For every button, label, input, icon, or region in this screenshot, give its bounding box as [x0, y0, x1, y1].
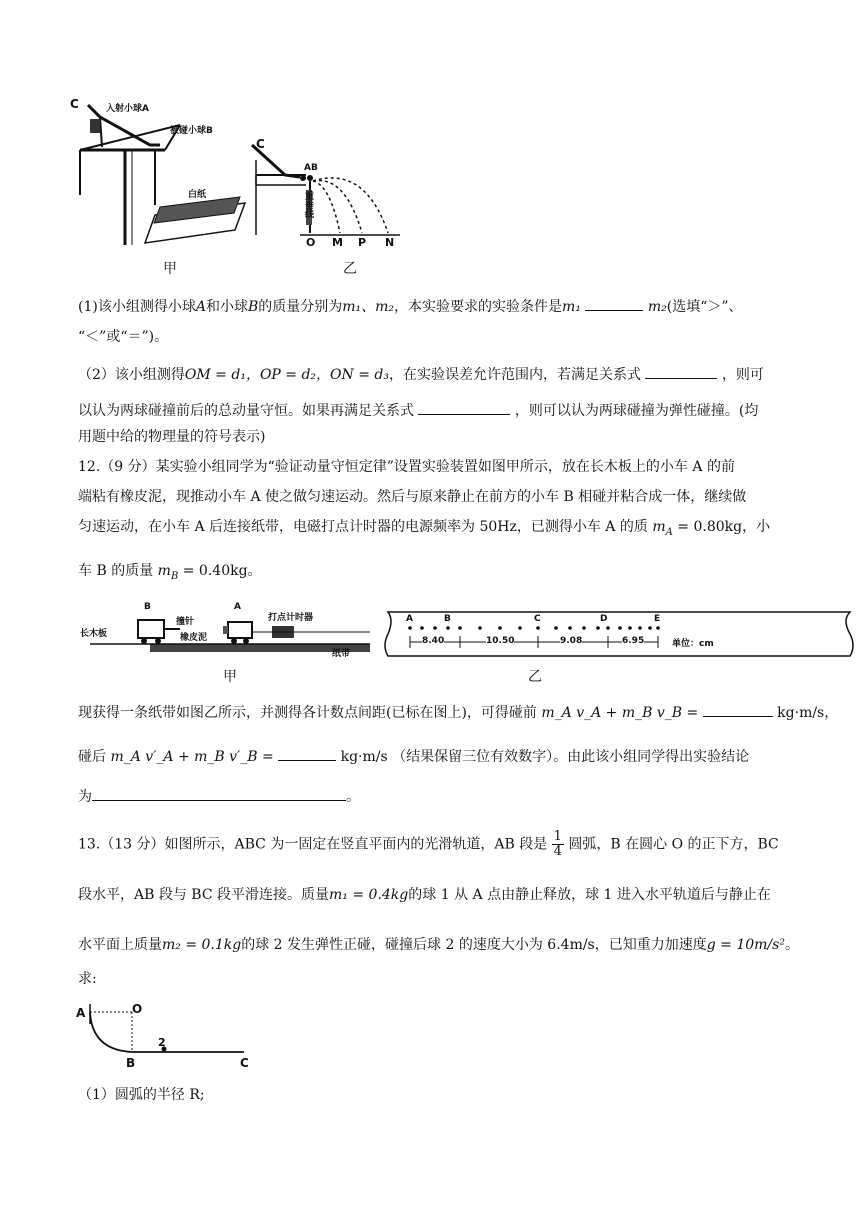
tape-point-b: B: [444, 614, 451, 624]
apparatus-drawing: [70, 95, 410, 255]
q12-res1-end: ，: [824, 705, 839, 721]
q13-line3-text-a: 水平面上质量: [78, 937, 162, 953]
answer-blank-4[interactable]: [703, 702, 773, 717]
q12-mass-b-value: = 0.40kg: [178, 563, 248, 579]
q13-line3-end: 。: [784, 937, 799, 953]
q12-res1-text: 现获得一条纸带如图乙所示，并测得各计数点间距(已标在图上)，可得碰前: [78, 705, 537, 721]
q11-p1-b: B: [247, 299, 259, 315]
q12-unit-2: kg·m/s: [340, 749, 388, 765]
q11-p2-text-a: （2）该小组测得: [78, 367, 185, 383]
q12-caption-jia: 甲: [223, 669, 237, 685]
label-white-paper: 白纸: [188, 190, 207, 200]
figure-carts-on-board: [80, 600, 380, 660]
q13-line2-text-a: 段水平，AB 段与 BC 段平滑连接。质量: [78, 887, 330, 903]
q13-line3-text-b: 的球 2 发生弹性正碰，碰撞后球 2 的速度大小为 6.4m/s，已知重力加速度: [241, 937, 707, 953]
q11-part1-line2: “＜”或“＝”)。: [78, 329, 169, 345]
q12-result-before: [78, 702, 838, 722]
label-n: N: [385, 236, 395, 249]
q12-line3: [78, 518, 770, 542]
q13-sub1: （1）圆弧的半径 R;: [78, 1087, 205, 1103]
q12-mass-b-sub: B: [170, 570, 179, 582]
q11-p2-text-line2b: ，则可以认为两球碰撞为弹性碰撞。(均: [514, 403, 759, 419]
answer-blank-1[interactable]: [585, 296, 643, 311]
q12-mass-a-symbol: m: [652, 519, 666, 535]
q13-line2: [78, 886, 771, 904]
tape-point-d: D: [600, 614, 608, 624]
q11-p1-text-f: ，本实验要求的实验条件是: [394, 299, 563, 315]
track-drawing: [74, 1000, 254, 1070]
label-m: M: [332, 236, 343, 249]
q12-conclusion-prefix: 为: [78, 789, 92, 805]
q13-line1-text-b: 圆弧，B 在圆心 O 的正下方，BC: [568, 836, 779, 853]
q11-p1-text-a: (1)该小组测得小球: [78, 299, 196, 315]
q11-part2: [78, 364, 764, 384]
q12-unit-1: kg·m/s: [777, 705, 825, 721]
q11-p1-m1: m₁: [562, 299, 581, 315]
q12-line4: [78, 562, 262, 586]
q12-line2: 端粘有橡皮泥，现推动小车 A 使之做匀速运动。然后与原来静止在前方的小车 B 相碰并粘合成一体，继续做: [78, 489, 747, 505]
q11-p2-text-c: ，则可: [721, 367, 764, 383]
label-p: P: [358, 236, 367, 249]
answer-blank-2[interactable]: [645, 364, 717, 379]
q12-line4-end: 。: [247, 563, 262, 579]
label-c-yi: C: [256, 137, 265, 151]
answer-blank-5[interactable]: [278, 746, 336, 761]
label-carbon-paper: 复写纸: [178, 226, 206, 236]
q13-ask: 求:: [78, 971, 97, 987]
tape-label: 纸带: [332, 649, 351, 659]
q13-line3: [78, 936, 799, 954]
track-point-c: C: [240, 1056, 249, 1070]
caption-jia: 甲: [163, 261, 177, 277]
q11-p1-masses: m₁、m₂: [342, 299, 395, 315]
tape-drawing: [380, 608, 860, 660]
figure-collision-apparatus: [70, 95, 410, 275]
q12-res2-text: 碰后: [78, 749, 106, 765]
q13-line2-text-b: 的球 1 从 A 点由静止释放，球 1 进入水平轨道后与静止在: [408, 887, 771, 903]
q12-mass-a-value: = 0.80kg: [672, 519, 743, 535]
ball-2-label: 2: [158, 1036, 166, 1049]
tape-distance-bc: 10.50: [486, 636, 515, 646]
needle-label: 撞针: [176, 617, 195, 627]
q11-p2-distances: OM = d₁，OP = d₂，ON = d₃: [184, 367, 389, 383]
track-center-o: O: [132, 1002, 143, 1016]
board-label: 长木板: [80, 629, 108, 639]
label-plumb-line: 重垂线: [303, 191, 313, 218]
q12-line1: 12.（9 分）某实验小组同学为“验证动量守恒定律”设置实验装置如图甲所示，放在长木板上的小车 A 的前: [78, 459, 735, 475]
q11-p2-text-line2a: 以认为两球碰撞前后的总动量守恒。如果再满足关系式: [78, 403, 414, 419]
q11-part2-line2: [78, 400, 758, 420]
q11-p1-a: A: [195, 299, 206, 315]
tape-distance-de: 6.95: [622, 636, 645, 646]
q13-line1: [78, 830, 779, 859]
timer-label: 打点计时器: [268, 613, 314, 623]
q11-p1-text-e: 的质量分别为: [258, 299, 343, 315]
label-target-ball: 被碰小球B: [170, 126, 213, 136]
q12-line4-text: 车 B 的质量: [78, 563, 154, 579]
q12-mass-b-symbol: m: [157, 563, 171, 579]
fraction-denominator: 4: [553, 844, 562, 859]
putty-label: 橡皮泥: [180, 633, 208, 643]
figure-paper-tape: [380, 608, 860, 660]
q11-p1-text-c: 和小球: [205, 299, 248, 315]
q11-p1-text-i: (选填“＞”、: [666, 299, 743, 315]
label-c-jia: C: [70, 97, 79, 111]
q12-conclusion: [78, 786, 360, 806]
q12-line3-text: 匀速运动，在小车 A 后连接纸带，电磁打点计时器的电源频率为 50Hz，已测得小车 A 的质: [78, 519, 648, 535]
q12-mass-a-sub: A: [665, 526, 673, 538]
q11-p1-m2: m₂: [647, 299, 667, 315]
q13-mass-2: m₂ = 0.1kg: [162, 937, 242, 953]
q12-line3-end: ，小: [742, 519, 771, 535]
answer-blank-3[interactable]: [418, 400, 510, 415]
track-point-b: B: [126, 1056, 136, 1070]
label-incident-ball: 入射小球A: [106, 104, 149, 114]
track-point-a: A: [76, 1006, 86, 1020]
tape-distance-ab: 8.40: [422, 636, 445, 646]
q12-momentum-after: m_A v′_A + m_B v′_B =: [110, 749, 274, 765]
q12-result-after: [78, 746, 749, 766]
q11-part1: [78, 296, 743, 316]
label-o: O: [306, 236, 316, 249]
q12-conclusion-end: 。: [346, 789, 360, 805]
q13-line1-text-a: 13.（13 分）如图所示，ABC 为一固定在竖直平面内的光滑轨道，AB 段是: [78, 836, 548, 853]
cart-b-label: B: [144, 602, 151, 612]
answer-blank-6[interactable]: [92, 786, 346, 801]
tape-point-e: E: [654, 614, 661, 624]
q11-p2-text-b: ，在实验误差允许范围内，若满足关系式: [388, 367, 641, 383]
q13-gravity: g = 10m/s²: [706, 937, 785, 953]
tape-point-a: A: [406, 614, 413, 624]
figure-track-abc: [74, 1000, 254, 1070]
tape-distance-cd: 9.08: [560, 636, 583, 646]
q12-caption-yi: 乙: [528, 669, 542, 685]
cart-a-label: A: [234, 602, 241, 612]
q12-res2-text-b: （结果保留三位有效数字）。由此该小组同学得出实验结论: [392, 749, 750, 765]
q12-momentum-before: m_A v_A + m_B v_B =: [541, 705, 699, 721]
fraction-numerator: 1: [553, 829, 562, 844]
tape-unit: 单位：cm: [672, 639, 714, 649]
q11-part2-line3: 用题中给的物理量的符号表示): [78, 429, 266, 445]
quarter-fraction: [552, 830, 564, 859]
label-ab: AB: [304, 163, 318, 173]
q13-mass-1: m₁ = 0.4kg: [329, 887, 409, 903]
caption-yi: 乙: [343, 261, 357, 277]
tape-point-c: C: [534, 614, 541, 624]
